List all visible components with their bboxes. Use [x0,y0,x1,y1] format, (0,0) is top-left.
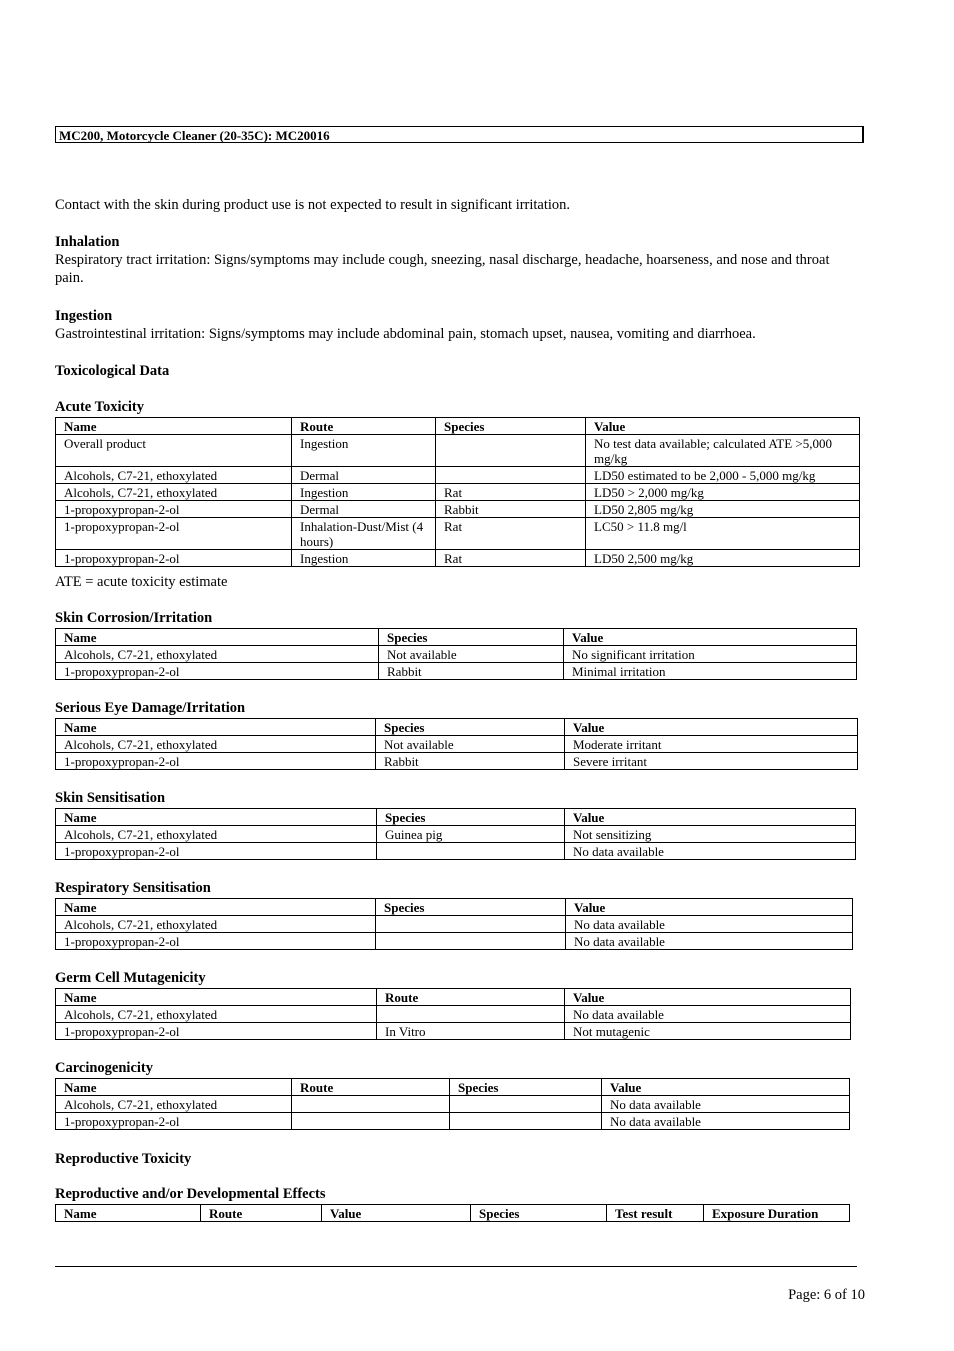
cell-name: 1-propoxypropan-2-ol [56,843,377,860]
table-header-row [56,1205,850,1222]
reproductive-toxicity-title: Reproductive Toxicity [55,1151,192,1167]
table-row [56,646,857,663]
cell-species [376,916,566,933]
cell-species [377,843,565,860]
cell-species [436,467,586,484]
table-row [56,435,860,467]
cell-species: Rabbit [379,663,564,680]
cell-name: 1-propoxypropan-2-ol [56,518,292,550]
cell-route: Dermal [292,467,436,484]
respiratory-sensitisation-title: Respiratory Sensitisation [55,880,211,896]
cell-name: 1-propoxypropan-2-ol [56,1023,377,1040]
col-test-result: Test result [607,1205,704,1222]
cell-name: 1-propoxypropan-2-ol [56,753,376,770]
table-header-row [56,719,858,736]
col-name: Name [56,719,376,736]
cell-route: Ingestion [292,435,436,467]
cell-name: Alcohols, C7-21, ethoxylated [56,826,377,843]
cell-species: Rat [436,518,586,550]
col-species: Species [471,1205,607,1222]
cell-value: Severe irritant [565,753,858,770]
col-route: Route [377,989,565,1006]
cell-value: Not sensitizing [565,826,856,843]
eye-damage-title: Serious Eye Damage/Irritation [55,700,246,716]
cell-value: No data available [566,933,853,950]
table-row [56,484,860,501]
cell-value: Not mutagenic [565,1023,851,1040]
cell-name: 1-propoxypropan-2-ol [56,933,376,950]
table-row [56,826,856,843]
cell-value: LD50 2,805 mg/kg [586,501,860,518]
cell-value: Moderate irritant [565,736,858,753]
cell-route [377,1006,565,1023]
germ-cell-table [55,988,851,1040]
col-value: Value [565,989,851,1006]
skin-sensitisation-title: Skin Sensitisation [55,790,166,806]
table-row [56,736,858,753]
product-header: MC200, Motorcycle Cleaner (20-35C): MC20016 [55,126,864,143]
table-header-row [56,418,860,435]
repro-dev-table [55,1204,850,1222]
table-row [56,518,860,550]
col-value: Value [566,899,853,916]
table-header-row [56,899,853,916]
skin-sensitisation-table [55,808,856,860]
cell-route: In Vitro [377,1023,565,1040]
skin-corrosion-title: Skin Corrosion/Irritation [55,610,213,626]
col-name: Name [56,899,376,916]
cell-species [450,1113,602,1130]
cell-value: Minimal irritation [564,663,857,680]
table-row [56,501,860,518]
cell-name: Alcohols, C7-21, ethoxylated [56,646,379,663]
cell-name: Alcohols, C7-21, ethoxylated [56,467,292,484]
acute-toxicity-table [55,417,860,567]
col-name: Name [56,1205,201,1222]
col-name: Name [56,1079,292,1096]
inhalation-title: Inhalation [55,234,120,250]
col-value: Value [322,1205,471,1222]
col-species: Species [379,629,564,646]
col-species: Species [436,418,586,435]
cell-species: Not available [376,736,565,753]
page-number: Page: 6 of 10 [788,1287,865,1303]
cell-species: Not available [379,646,564,663]
cell-species: Rat [436,550,586,567]
cell-name: Alcohols, C7-21, ethoxylated [56,916,376,933]
cell-route [292,1113,450,1130]
carcinogenicity-table [55,1078,850,1130]
skin-corrosion-table [55,628,857,680]
col-name: Name [56,809,377,826]
cell-species [376,933,566,950]
table-row [56,1096,850,1113]
cell-value: No significant irritation [564,646,857,663]
col-exposure-duration: Exposure Duration [704,1205,850,1222]
col-route: Route [292,418,436,435]
col-species: Species [450,1079,602,1096]
germ-cell-title: Germ Cell Mutagenicity [55,970,206,986]
table-row [56,1113,850,1130]
cell-value: LD50 2,500 mg/kg [586,550,860,567]
cell-name: Alcohols, C7-21, ethoxylated [56,736,376,753]
table-row [56,1006,851,1023]
cell-name: Overall product [56,435,292,467]
col-route: Route [201,1205,322,1222]
eye-damage-table [55,718,858,770]
cell-route: Dermal [292,501,436,518]
col-species: Species [376,719,565,736]
table-row [56,663,857,680]
cell-species [450,1096,602,1113]
cell-species [436,435,586,467]
inhalation-text: Respiratory tract irritation: Signs/symptoms may include cough, sneezing, nasal discharge, headache, hoarseness, and nose and throat pain. [55,252,830,286]
table-row [56,916,853,933]
carcinogenicity-title: Carcinogenicity [55,1060,153,1076]
cell-species: Rat [436,484,586,501]
col-species: Species [376,899,566,916]
cell-route: Ingestion [292,550,436,567]
cell-name: 1-propoxypropan-2-ol [56,501,292,518]
table-row [56,467,860,484]
table-header-row [56,1079,850,1096]
cell-value: No test data available; calculated ATE >5,000 mg/kg [586,435,860,467]
cell-name: Alcohols, C7-21, ethoxylated [56,1006,377,1023]
col-value: Value [565,809,856,826]
cell-value: LD50 estimated to be 2,000 - 5,000 mg/kg [586,467,860,484]
cell-route [292,1096,450,1113]
col-value: Value [602,1079,850,1096]
col-name: Name [56,418,292,435]
col-species: Species [377,809,565,826]
cell-value: No data available [602,1113,850,1130]
cell-species: Rabbit [436,501,586,518]
cell-name: Alcohols, C7-21, ethoxylated [56,1096,292,1113]
table-row [56,550,860,567]
col-name: Name [56,989,377,1006]
table-row [56,1023,851,1040]
cell-species: Rabbit [376,753,565,770]
cell-route: Ingestion [292,484,436,501]
cell-species: Guinea pig [377,826,565,843]
cell-value: No data available [602,1096,850,1113]
table-row [56,753,858,770]
skin-contact-text: Contact with the skin during product use is not expected to result in significant irritation. [55,197,571,213]
cell-name: 1-propoxypropan-2-ol [56,663,379,680]
ingestion-title: Ingestion [55,308,113,324]
table-row [56,933,853,950]
cell-name: 1-propoxypropan-2-ol [56,1113,292,1130]
cell-value: No data available [566,916,853,933]
ate-note: ATE = acute toxicity estimate [55,574,228,590]
table-header-row [56,989,851,1006]
cell-route: Inhalation-Dust/Mist (4 hours) [292,518,436,550]
col-route: Route [292,1079,450,1096]
cell-value: No data available [565,843,856,860]
col-value: Value [564,629,857,646]
table-header-row [56,629,857,646]
footer-divider [55,1266,857,1267]
table-row [56,843,856,860]
cell-value: No data available [565,1006,851,1023]
col-value: Value [565,719,858,736]
respiratory-sensitisation-table [55,898,853,950]
col-name: Name [56,629,379,646]
toxicological-data-title: Toxicological Data [55,363,170,379]
col-value: Value [586,418,860,435]
cell-value: LC50 > 11.8 mg/l [586,518,860,550]
repro-dev-title: Reproductive and/or Developmental Effects [55,1186,326,1202]
table-header-row [56,809,856,826]
cell-name: Alcohols, C7-21, ethoxylated [56,484,292,501]
cell-name: 1-propoxypropan-2-ol [56,550,292,567]
ingestion-text: Gastrointestinal irritation: Signs/symptoms may include abdominal pain, stomach upset, nausea, vomiting and diarrhoea. [55,326,756,342]
cell-value: LD50 > 2,000 mg/kg [586,484,860,501]
acute-toxicity-title: Acute Toxicity [55,399,145,415]
